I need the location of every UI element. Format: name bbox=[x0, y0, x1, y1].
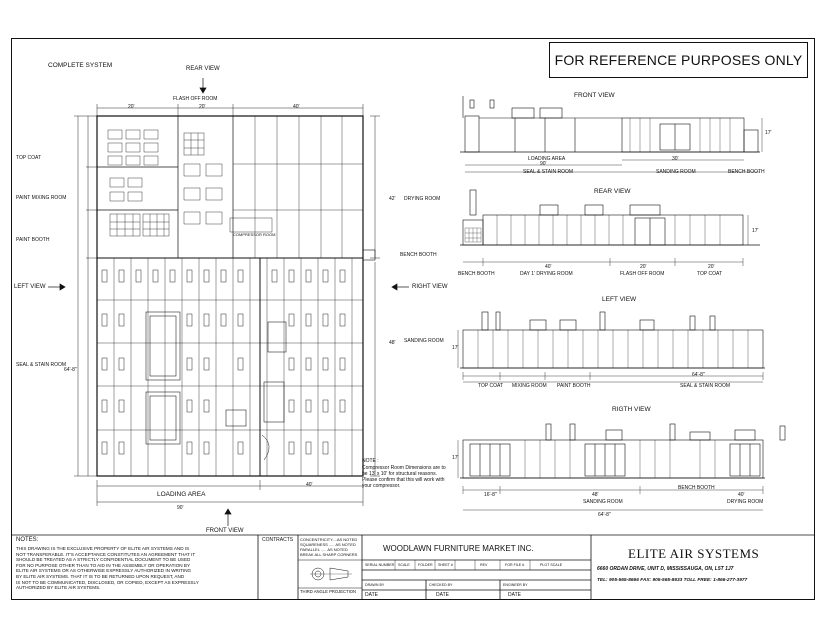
rear-elev-bench-booth: BENCH BOOTH bbox=[458, 271, 495, 277]
right-elev-dim-16-8: 16'-8" bbox=[484, 492, 497, 498]
plan-dim-right-42: 42' bbox=[389, 196, 396, 202]
plan-dim-right-48: 48' bbox=[389, 340, 396, 346]
notes-line: NOT TRANSFERABLE. IT'S ACCEPTANCE CONSTITUTES AN AGREEMENT THAT IT bbox=[16, 551, 196, 557]
notes-line: AUTHORIZED BY ELITE AIR SYSTEMS. bbox=[16, 585, 101, 591]
front-elev-bench-booth: BENCH BOOTH bbox=[728, 169, 765, 175]
plan-compressor-room: COMPRESSOR ROOM bbox=[233, 232, 276, 237]
right-elev-dim-48: 48' bbox=[592, 492, 599, 498]
field-for-file: FOR FILE # bbox=[505, 563, 525, 567]
field-folder: FOLDER bbox=[418, 563, 433, 567]
plan-label-bench-booth: BENCH BOOTH bbox=[400, 252, 437, 258]
plan-label-top-coat: TOP COAT bbox=[16, 155, 42, 161]
front-elev-dim-30: 30' bbox=[672, 156, 679, 162]
notes-text bbox=[16, 546, 246, 591]
field-drawn-by: DRAWN BY bbox=[365, 583, 385, 587]
field-serial-number: SERIAL NUMBER bbox=[365, 563, 395, 567]
plan-view bbox=[48, 78, 409, 526]
field-date-1: DATE bbox=[365, 592, 378, 598]
field-engineer: ENGINEER BY bbox=[503, 583, 528, 587]
front-elev-title: FRONT VIEW bbox=[574, 92, 615, 99]
field-checked-by: CHECKED BY bbox=[429, 583, 453, 587]
right-elev-title: RIGTH VIEW bbox=[612, 406, 651, 413]
left-elev-mixing-room: MIXING ROOM bbox=[512, 383, 547, 389]
notes-line: FOR NO PURPOSE OTHER THAN TO AID IN THE ASSEMBLY OR OPERATION BY bbox=[16, 562, 191, 568]
plan-dim-left-64-8: 64'-8" bbox=[64, 367, 77, 373]
right-elev-sanding-room: SANDING ROOM bbox=[583, 499, 623, 505]
front-elev-seal-stain: SEAL & STAIN ROOM bbox=[523, 169, 574, 175]
left-elev-paint-booth: PAINT BOOTH bbox=[557, 383, 591, 389]
plan-right-view-label: RIGHT VIEW bbox=[412, 284, 448, 290]
plan-note-title: NOTE : bbox=[362, 458, 379, 464]
notes-line: BY ELITE AIR SYSTEMS. THAT IT IS TO BE RETURNED UPON REQUEST, AND bbox=[16, 573, 185, 579]
front-elev-dim-17: 17' bbox=[765, 130, 772, 136]
project-name: WOODLAWN FURNITURE MARKET INC. bbox=[383, 544, 534, 553]
field-sheet: SHEET # bbox=[438, 563, 453, 567]
right-elev-dim-17: 17' bbox=[452, 455, 459, 461]
left-elev-dim-64-8: 64'-8" bbox=[692, 372, 705, 378]
plan-dim-top-20b: 20' bbox=[199, 104, 206, 110]
rear-elev-drying-room: DAY 1' DRYING ROOM bbox=[520, 271, 573, 277]
rear-elev-title: REAR VIEW bbox=[594, 188, 631, 195]
plan-dim-bottom-40: 40' bbox=[306, 482, 313, 488]
plan-label-drying-room: DRYING ROOM bbox=[404, 196, 441, 202]
plan-loading-area: LOADING AREA bbox=[157, 491, 206, 498]
front-elevation bbox=[460, 96, 762, 172]
tolerance-line: PARALLEL ..... AS NOTED bbox=[300, 547, 348, 552]
plan-title: COMPLETE SYSTEM bbox=[48, 62, 113, 69]
plan-note-line1: Compressor Room Dimensions are to bbox=[362, 465, 446, 471]
right-elev-drying-room: DRYING ROOM bbox=[727, 499, 764, 505]
rear-elev-dim-20a: 20' bbox=[640, 264, 647, 270]
tolerance-list bbox=[300, 537, 357, 557]
front-elev-sanding-room: SANDING ROOM bbox=[656, 169, 696, 175]
left-elev-top-coat: TOP COAT bbox=[478, 383, 504, 389]
field-rev: REV bbox=[480, 563, 488, 567]
plan-flash-off-room: FLASH OFF ROOM bbox=[173, 96, 218, 102]
company-phone: TEL: 905-565-8666 FAX: 905-565-8633 TOLL FREE: 1-866-277-3977 bbox=[597, 578, 748, 583]
plan-note-line3: Please confirm that this will work with bbox=[362, 477, 445, 483]
plan-rear-view-label: REAR VIEW bbox=[186, 66, 220, 72]
left-elevation bbox=[458, 312, 765, 382]
field-date-3: DATE bbox=[508, 592, 521, 598]
right-elev-dim-64-8: 64'-8" bbox=[598, 512, 611, 518]
plan-dim-bottom-90: 90' bbox=[177, 505, 184, 511]
rear-elev-top-coat: TOP COAT bbox=[697, 271, 723, 277]
notes-line: SHOULD BE TREATED AS A STRICTLY CONFIDENTIAL DOCUMENT TO BE USED bbox=[16, 557, 191, 563]
plan-note-line4: your compressor. bbox=[362, 483, 401, 489]
plan-label-paint-mixing-room: PAINT MIXING ROOM bbox=[16, 195, 67, 201]
rear-elev-flash-off-room: FLASH OFF ROOM bbox=[620, 271, 665, 277]
rear-elev-dim-17: 17' bbox=[752, 228, 759, 234]
left-elev-dim-17: 17' bbox=[452, 345, 459, 351]
plan-note-line2: be 13' x 10' for structural reasons. bbox=[362, 471, 438, 477]
plan-left-view-label: LEFT VIEW bbox=[14, 284, 46, 290]
tolerance-line: SQUARENESS ..... AS NOTED bbox=[300, 542, 356, 547]
third-angle-projection: THIRD ANGLE PROJECTION bbox=[300, 589, 357, 594]
plan-label-paint-booth: PAINT BOOTH bbox=[16, 237, 50, 243]
right-elev-dim-40: 40' bbox=[738, 492, 745, 498]
notes-line: THIS DRAWING IS THE EXCLUSIVE PROPERTY OF ELITE AIR SYSTEMS AND IS bbox=[16, 546, 190, 551]
right-elevation bbox=[458, 424, 785, 510]
notes-line: IS NOT TO BE COMMUNICATED, DISCLOSED, OR COPIED, EXCEPT AS EXPRESSLY bbox=[16, 579, 199, 585]
plan-front-view-label: FRONT VIEW bbox=[206, 528, 244, 534]
plan-label-sanding-room: SANDING ROOM bbox=[404, 338, 444, 344]
tolerance-line: CONCENTRICITY....AS NOTED bbox=[300, 537, 358, 542]
notes-title: NOTES: bbox=[16, 537, 39, 543]
notes-line: ELITE AIR SYSTEMS OR AS OTHERWISE EXPRESSLY AUTHORIZED IN WRITING bbox=[16, 568, 192, 574]
plan-dim-top-20: 20' bbox=[128, 104, 135, 110]
field-scale: SCALE bbox=[398, 563, 410, 567]
contracts-label: CONTRACTS bbox=[262, 537, 294, 543]
plan-label-seal-stain-room: SEAL & STAIN ROOM bbox=[16, 362, 67, 368]
rear-elev-dim-20b: 20' bbox=[708, 264, 715, 270]
rear-elev-dim-40: 40' bbox=[545, 264, 552, 270]
rear-elevation bbox=[460, 190, 760, 266]
field-date-2: DATE bbox=[436, 592, 449, 598]
company-name: ELITE AIR SYSTEMS bbox=[628, 546, 760, 561]
right-elev-bench-booth: BENCH BOOTH bbox=[678, 485, 715, 491]
company-address: 6660 ORDAN DRIVE, UNIT D, MISSISSAUGA, ON, L5T 1J7 bbox=[597, 566, 734, 572]
field-plot-scale: PLOT SCALE bbox=[540, 563, 563, 567]
front-elev-dim-90: 90' bbox=[540, 161, 547, 167]
tolerance-line: BREAK ALL SHARP CORNERS bbox=[300, 552, 358, 557]
left-elev-seal-stain: SEAL & STAIN ROOM bbox=[680, 383, 731, 389]
front-elev-loading-area: LOADING AREA bbox=[528, 156, 566, 162]
reference-disclaimer: FOR REFERENCE PURPOSES ONLY bbox=[549, 42, 808, 78]
left-elev-title: LEFT VIEW bbox=[602, 296, 637, 303]
plan-dim-top-40: 40' bbox=[293, 104, 300, 110]
